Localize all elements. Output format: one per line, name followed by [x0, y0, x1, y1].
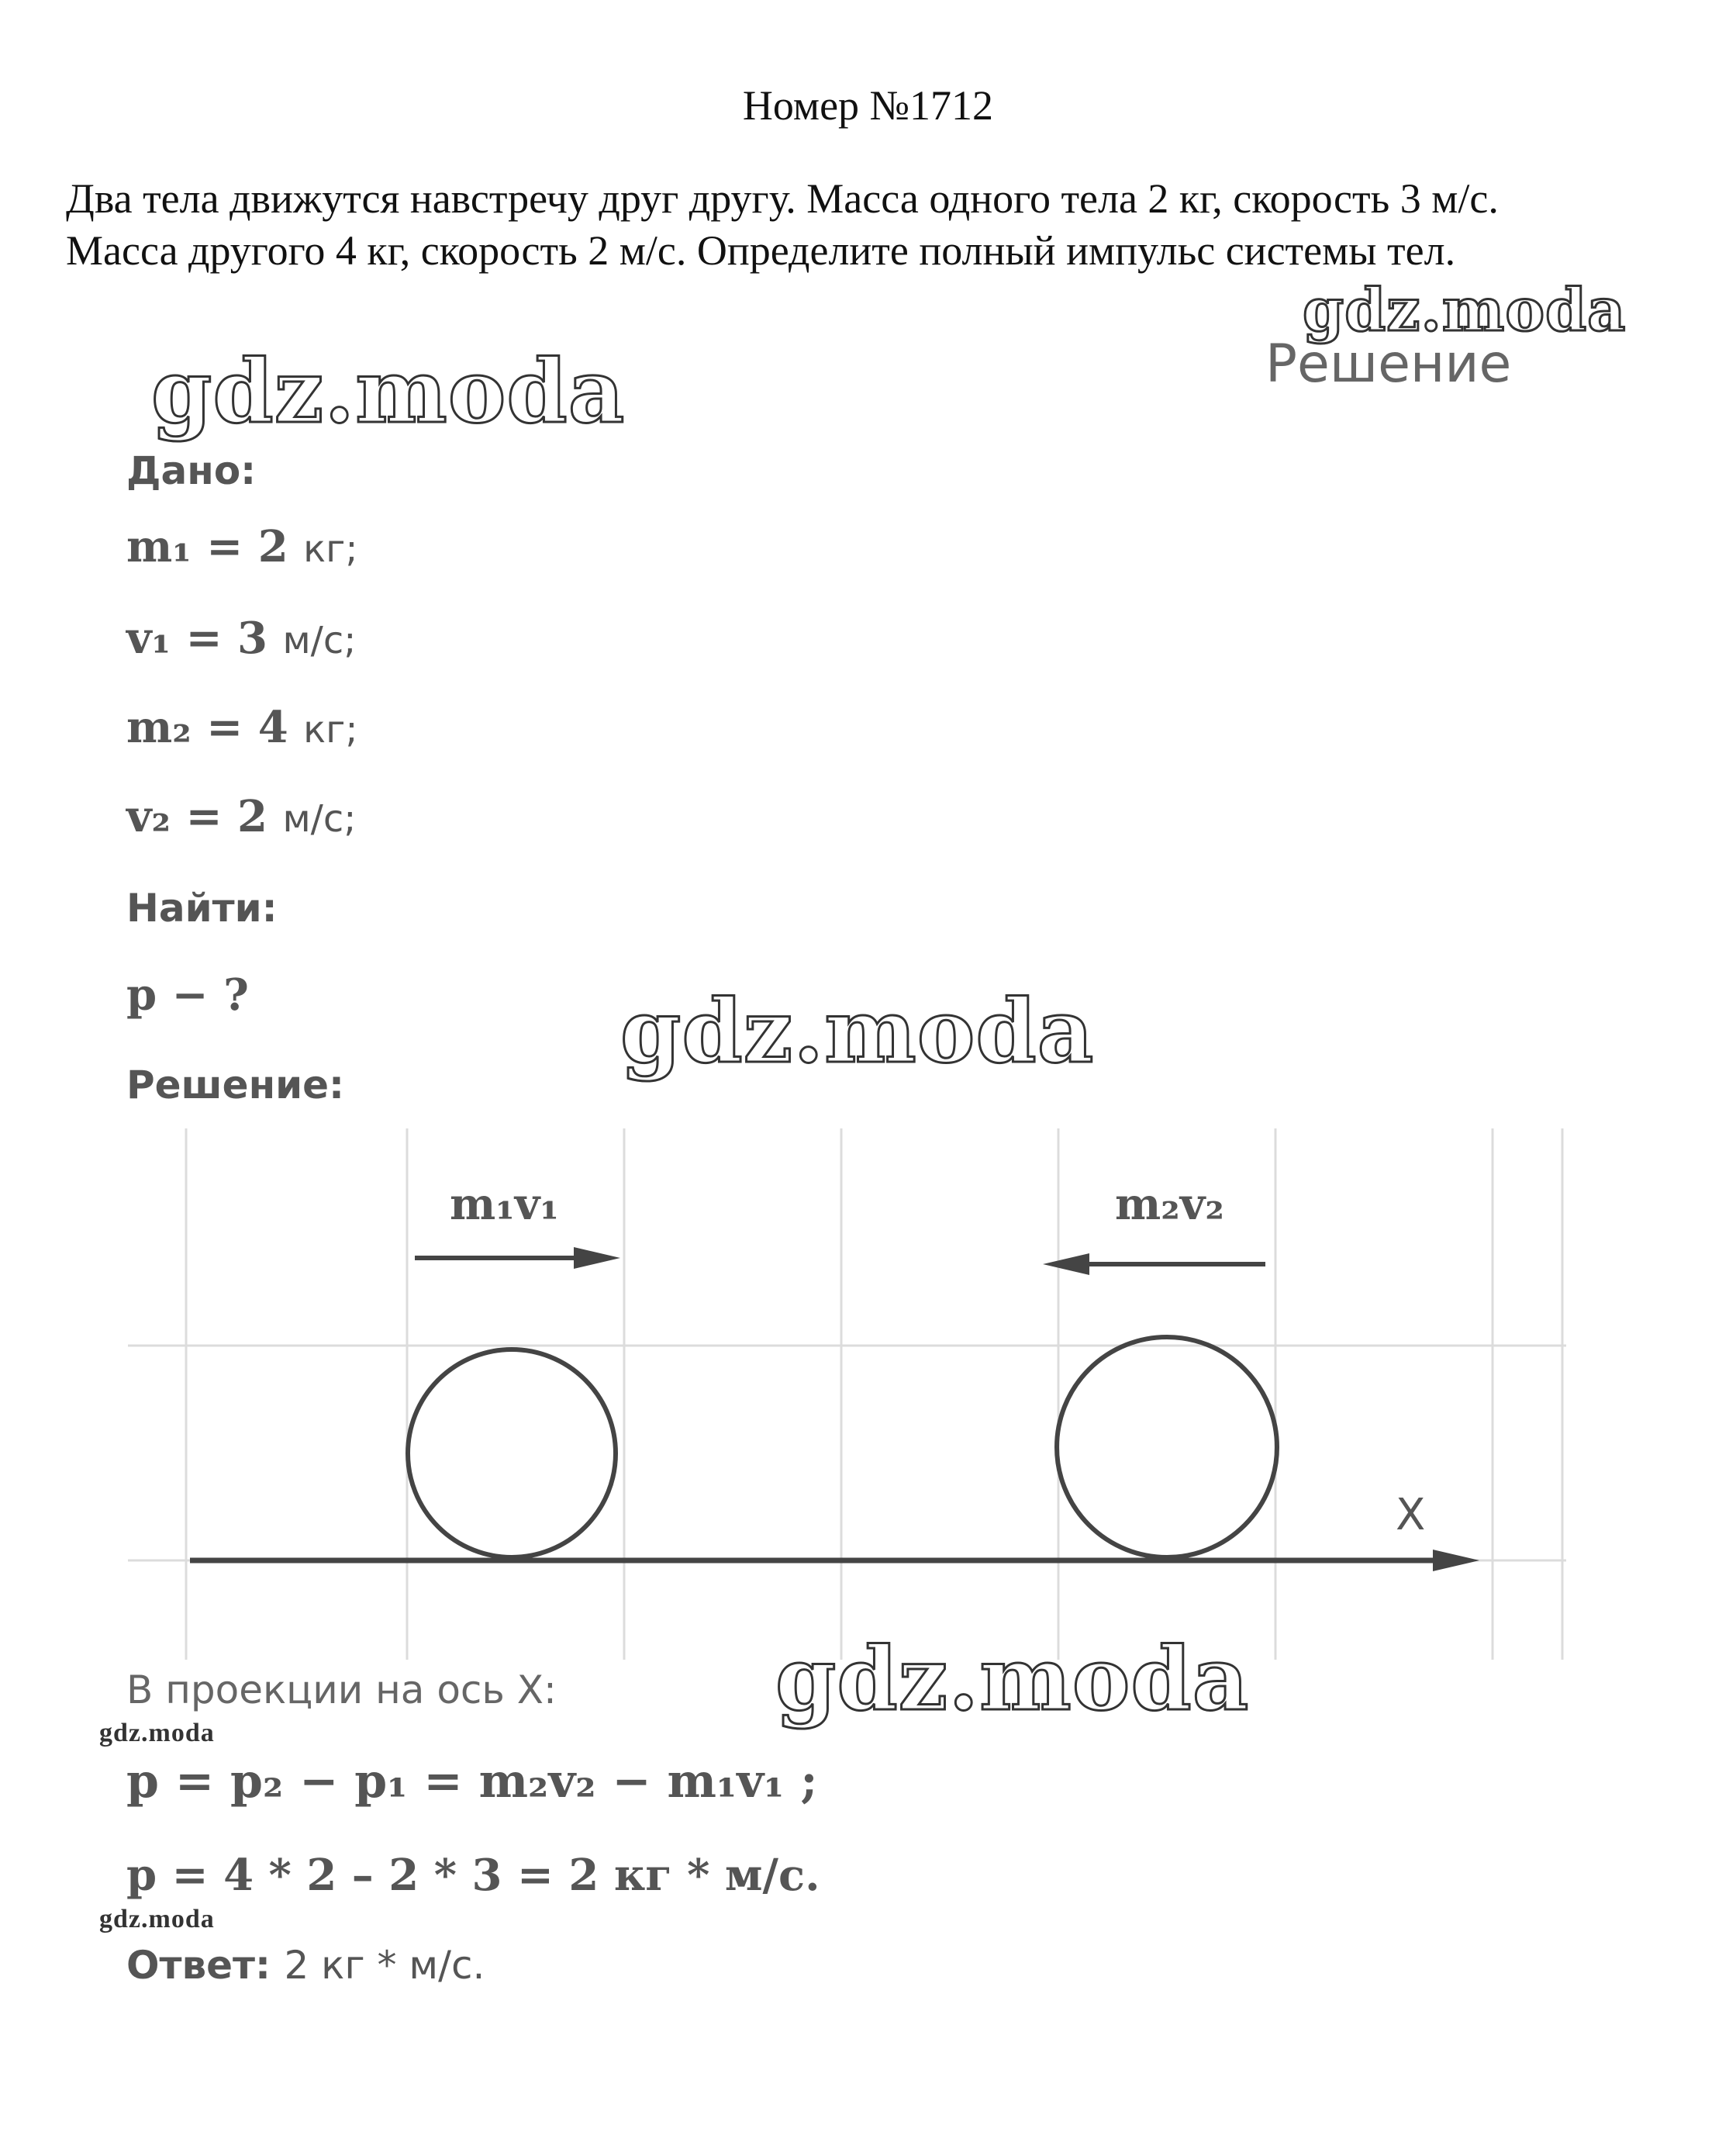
x-axis-label: X — [1396, 1490, 1426, 1540]
x-axis — [190, 1550, 1479, 1571]
formula-calculation: p = 4 * 2 – 2 * 3 = 2 кг * м/с. — [126, 1850, 820, 1901]
given-heading: Дано: — [126, 448, 257, 493]
given-m2-unit: кг; — [303, 708, 358, 752]
momentum-arrow-1 — [415, 1247, 620, 1269]
answer-value: 2 кг * м/с. — [284, 1943, 485, 1988]
answer — [126, 1943, 485, 1988]
given-m1-unit: кг; — [303, 527, 358, 571]
watermark: gdz.moda — [151, 341, 626, 443]
given-v1-expr: v₁ = 3 — [126, 613, 267, 664]
given-m1-expr: m₁ = 2 — [126, 521, 288, 572]
given-v2-unit: м/с; — [282, 797, 357, 841]
given-v2-expr: v₂ = 2 — [126, 791, 267, 842]
problem-statement-line-1: Два тела движутся навстречу друг другу. Масса одного тела 2 кг, скорость 3 м/с. — [66, 175, 1499, 222]
problem-number: Номер №1712 — [742, 82, 994, 129]
momentum-label-2: m₂v₂ — [1115, 1179, 1224, 1230]
watermark: gdz.moda — [99, 1905, 215, 1933]
watermark: gdz.moda — [775, 1629, 1250, 1730]
answer-label: Ответ: — [126, 1943, 271, 1988]
watermark: gdz.moda — [99, 1719, 215, 1747]
watermark: gdz.moda — [1303, 275, 1627, 344]
momentum-arrow-2 — [1043, 1253, 1265, 1275]
projection-text: В проекции на ось X: — [126, 1667, 557, 1712]
problem-statement-line-2: Масса другого 4 кг, скорость 2 м/с. Определите полный импульс системы тел. — [66, 227, 1456, 274]
find-heading: Найти: — [126, 886, 278, 931]
momentum-arrow-2-head — [1043, 1253, 1089, 1275]
solution-heading: Решение: — [126, 1063, 345, 1107]
body-1-circle — [408, 1349, 616, 1557]
solution-heading-top: Решение — [1265, 333, 1512, 395]
body-2-circle — [1057, 1337, 1277, 1557]
given-m2-expr: m₂ = 4 — [126, 702, 288, 753]
given-v1-unit: м/с; — [282, 619, 357, 662]
momentum-label-1: m₁v₁ — [450, 1179, 559, 1230]
momentum-arrow-1-head — [574, 1247, 620, 1269]
watermark: gdz.moda — [620, 981, 1095, 1083]
grid — [128, 1128, 1566, 1660]
x-axis-arrowhead — [1433, 1550, 1479, 1571]
formula-momentum: p = p₂ − p₁ = m₂v₂ − m₁v₁ ; — [126, 1754, 818, 1809]
find-value: p − ? — [126, 969, 249, 1021]
